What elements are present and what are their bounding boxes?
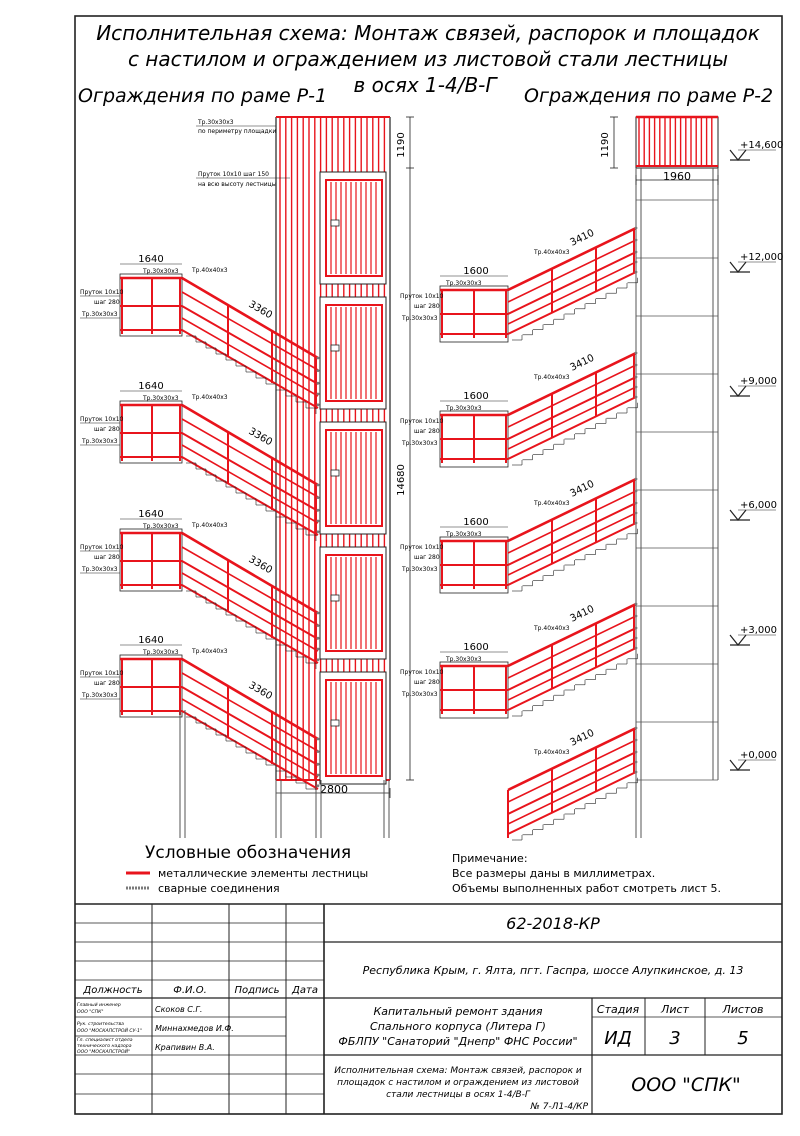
weld-dot [317, 393, 320, 396]
pipe-30-top: Тр.30х30х3 [143, 523, 179, 530]
weld-dot [635, 751, 638, 754]
pipe-30-top: Тр.30х30х3 [446, 531, 482, 538]
flight-length: 3360 [246, 426, 275, 449]
weld-dot [635, 251, 638, 254]
weld-dot [635, 271, 638, 274]
legend-item-weld: сварные соединения [158, 882, 280, 895]
rod-label: Пруток 10х10 [80, 544, 124, 551]
door-handle [331, 595, 339, 601]
level-mark [730, 252, 783, 272]
stamp-name-2: Миннахмедов И.Ф. [155, 1024, 234, 1033]
stamp-role-2a: Рук. строительства [77, 1022, 124, 1027]
flight-length: 3410 [568, 727, 597, 749]
step-label: шаг 280 [414, 679, 440, 686]
weld-dot [635, 364, 638, 367]
frame-r2-title: Ограждения по раме Р-2 [524, 85, 774, 107]
pipe-30-top: Тр.30х30х3 [446, 280, 482, 287]
r1-flight-4 [80, 635, 319, 795]
level-value: +14,600 [740, 140, 784, 151]
pipe-30-bottom: Тр.30х30х3 [402, 315, 438, 322]
r1-rod-label-1: Пруток 10х10 шаг 150 [198, 171, 269, 178]
stamp-sheets-label: Листов [722, 1003, 764, 1016]
flight-length: 3360 [246, 299, 275, 322]
note-title: Примечание: [452, 852, 528, 865]
frame-r1-drawing [80, 117, 414, 838]
weld-dot [635, 376, 638, 379]
stamp-sheets: 5 [737, 1028, 749, 1049]
stamp-sheet: 3 [669, 1028, 681, 1049]
pipe-40: Тр.40х40х3 [534, 500, 570, 507]
r1-base-width: 2800 [320, 783, 348, 796]
r1-perimeter-label-1: Тр.30х30х3 [198, 119, 234, 126]
stamp-role-1b: ООО "СПК" [77, 1010, 104, 1015]
weld-dot [317, 509, 320, 512]
stamp-stage-label: Стадия [596, 1003, 640, 1016]
flight-length: 3410 [568, 352, 597, 374]
weld-dot [635, 502, 638, 505]
stamp-name-1: Скоков С.Г. [155, 1005, 203, 1014]
door-handle [331, 470, 339, 476]
landing-width: 1640 [138, 635, 164, 646]
level-value: +6,000 [740, 500, 778, 511]
flight-length: 3410 [568, 478, 597, 500]
weld-dot [635, 739, 638, 742]
pipe-40: Тр.40х40х3 [534, 749, 570, 756]
flight-mid-rail [508, 377, 636, 439]
level-triangle [730, 386, 746, 396]
r1-flight-3 [80, 509, 319, 669]
weld-dot [317, 738, 320, 741]
r2-stair-flights [400, 227, 638, 840]
r1-total-height: 14680 [396, 464, 407, 496]
weld-dot [635, 227, 638, 230]
stamp-col-date: Дата [292, 985, 318, 996]
weld-dot [635, 512, 638, 515]
landing-width: 1640 [138, 254, 164, 265]
rod-label: Пруток 10х10 [400, 293, 444, 300]
rod-label: Пруток 10х10 [80, 416, 124, 423]
rod-label: Пруток 10х10 [400, 669, 444, 676]
stamp-doc-2: площадок с настилом и ограждением из листовой [337, 1078, 579, 1088]
weld-dot [317, 637, 320, 640]
title-line-1: Исполнительная схема: Монтаж связей, распорок и площадок [96, 21, 760, 45]
level-mark [730, 625, 777, 645]
note-line-2: Объемы выполненных работ смотреть лист 5. [452, 882, 722, 895]
legend-item-metal: металлические элементы лестницы [158, 867, 369, 880]
level-triangle [730, 760, 746, 770]
flight-length: 3360 [246, 680, 275, 703]
r1-top-height: 1190 [396, 132, 407, 158]
r2-top-width: 1960 [663, 170, 691, 183]
weld-dot [317, 648, 320, 651]
weld-dot [317, 357, 320, 360]
landing-width: 1600 [463, 266, 489, 277]
weld-dot [317, 484, 320, 487]
weld-dot [317, 496, 320, 499]
pipe-30-bottom: Тр.30х30х3 [82, 311, 118, 318]
weld-dot [317, 774, 320, 777]
frame-r1-title: Ограждения по раме Р-1 [78, 85, 328, 107]
r2-flight-3 [400, 478, 638, 593]
pipe-40: Тр.40х40х3 [192, 394, 228, 401]
pipe-40: Тр.40х40х3 [534, 374, 570, 381]
stamp-code: 62-2018-КР [506, 914, 600, 933]
stamp-col-signature: Подпись [234, 985, 280, 996]
r2-flight-1 [400, 227, 638, 342]
pipe-40: Тр.40х40х3 [192, 267, 228, 274]
step-label: шаг 280 [414, 428, 440, 435]
frame-r2-drawing [400, 117, 783, 840]
step-label: шаг 280 [94, 299, 120, 306]
stamp-doc-number: № 7-Л1-4/КР [530, 1102, 588, 1112]
flight-mid-rail [508, 503, 636, 565]
step-label: шаг 280 [414, 303, 440, 310]
pipe-30-top: Тр.30х30х3 [446, 656, 482, 663]
weld-dot [635, 603, 638, 606]
weld-dot [635, 647, 638, 650]
landing-width: 1600 [463, 642, 489, 653]
stamp-role-3c: ООО "МОСКАПСТРОЙ" [77, 1050, 131, 1055]
r1-perimeter-label-2: по периметру площадки [198, 128, 277, 135]
r1-flight-1 [80, 254, 319, 414]
pipe-40: Тр.40х40х3 [534, 249, 570, 256]
level-mark [730, 750, 777, 770]
weld-dot [635, 761, 638, 764]
door-handle [331, 345, 339, 351]
weld-dot [635, 396, 638, 399]
weld-dot [635, 261, 638, 264]
weld-dot [635, 490, 638, 493]
stamp-role-2b: ООО "МОСКАПСТРОЙ СУ-1" [77, 1029, 143, 1034]
weld-dot [317, 658, 320, 661]
stamp-role-1a: Главный инженер [77, 1003, 121, 1008]
stamp-stage: ИД [604, 1028, 632, 1049]
pipe-30-bottom: Тр.30х30х3 [402, 566, 438, 573]
flight-mid-rail [508, 752, 636, 814]
title-block-texts [77, 914, 764, 1112]
step-label: шаг 280 [94, 426, 120, 433]
level-value: +3,000 [740, 625, 778, 636]
r2-platform-frame [636, 117, 718, 168]
r2-top-platform [636, 117, 718, 838]
rod-label: Пруток 10х10 [80, 289, 124, 296]
r2-top-height: 1190 [600, 132, 611, 158]
level-triangle [730, 510, 746, 520]
stamp-sheet-label: Лист [661, 1003, 689, 1016]
flight-length: 3360 [246, 554, 275, 577]
r1-stair-flights [80, 254, 319, 795]
weld-dot [635, 637, 638, 640]
weld-dot [317, 750, 320, 753]
weld-dot [635, 615, 638, 618]
stamp-project-2: Спального корпуса (Литера Г) [370, 1020, 546, 1033]
level-value: +9,000 [740, 376, 778, 387]
step-label: шаг 280 [94, 680, 120, 687]
flight-length: 3410 [568, 227, 597, 249]
level-marks [730, 140, 783, 770]
r2-flight-5 [508, 727, 638, 840]
weld-dot [317, 369, 320, 372]
pipe-30-bottom: Тр.30х30х3 [82, 566, 118, 573]
level-triangle [730, 262, 746, 272]
stamp-address: Республика Крым, г. Ялта, пгт. Гаспра, шоссе Алупкинское, д. 13 [362, 964, 744, 977]
stamp-project-1: Капитальный ремонт здания [373, 1005, 543, 1018]
stamp-name-3: Крапивин В.А. [155, 1043, 215, 1052]
flight-mid-rail [508, 252, 636, 314]
weld-dot [635, 627, 638, 630]
stamp-role-3a: Гл. специалист отдела [77, 1038, 133, 1043]
flight-length: 3410 [568, 603, 597, 625]
weld-dot [635, 522, 638, 525]
weld-dot [317, 520, 320, 523]
stamp-role-3b: технического надзора [77, 1044, 132, 1049]
stamp-company: ООО "СПК" [631, 1074, 741, 1096]
title-line-3: в осях 1-4/В-Г [353, 73, 497, 97]
pipe-30-bottom: Тр.30х30х3 [402, 691, 438, 698]
r2-flight-4 [400, 603, 638, 718]
step-label: шаг 280 [94, 554, 120, 561]
weld-dot [317, 612, 320, 615]
weld-dot [635, 478, 638, 481]
note-line-1: Все размеры даны в миллиметрах. [452, 867, 656, 880]
stamp-doc-3: стали лестницы в осях 1-4/В-Г [386, 1090, 530, 1100]
level-value: +12,000 [740, 252, 784, 263]
landing-width: 1600 [463, 391, 489, 402]
tower-door-panels [320, 172, 386, 784]
landing-width: 1640 [138, 381, 164, 392]
weld-dot [317, 763, 320, 766]
level-mark [730, 500, 777, 520]
weld-dot [635, 727, 638, 730]
level-value: +0,000 [740, 750, 778, 761]
rod-label: Пруток 10х10 [80, 670, 124, 677]
r1-flight-2 [80, 381, 319, 541]
weld-dot [317, 403, 320, 406]
pipe-30-bottom: Тр.30х30х3 [82, 438, 118, 445]
pipe-40: Тр.40х40х3 [534, 625, 570, 632]
weld-dot [317, 784, 320, 787]
pipe-40: Тр.40х40х3 [192, 648, 228, 655]
door-handle [331, 220, 339, 226]
weld-dot [317, 530, 320, 533]
weld-dot [635, 771, 638, 774]
pipe-30-top: Тр.30х30х3 [143, 649, 179, 656]
weld-dot [635, 352, 638, 355]
weld-dot [635, 386, 638, 389]
landing-width: 1640 [138, 509, 164, 520]
title-line-2: с настилом и ограждением из листовой стали лестницы [127, 47, 729, 71]
stamp-col-position: Должность [83, 985, 143, 996]
pipe-30-bottom: Тр.30х30х3 [402, 440, 438, 447]
pipe-30-top: Тр.30х30х3 [446, 405, 482, 412]
level-mark [730, 140, 783, 160]
pipe-40: Тр.40х40х3 [192, 522, 228, 529]
stamp-col-name: Ф.И.О. [173, 985, 207, 996]
weld-dot [635, 239, 638, 242]
landing-width: 1600 [463, 517, 489, 528]
rod-label: Пруток 10х10 [400, 544, 444, 551]
level-triangle [730, 635, 746, 645]
r2-flight-2 [400, 352, 638, 467]
legend-title: Условные обозначения [145, 843, 352, 863]
step-label: шаг 280 [414, 554, 440, 561]
pipe-30-top: Тр.30х30х3 [143, 268, 179, 275]
rod-label: Пруток 10х10 [400, 418, 444, 425]
pipe-30-top: Тр.30х30х3 [143, 395, 179, 402]
r1-rod-label-2: на всю высоту лестницы [198, 181, 277, 188]
weld-dot [317, 624, 320, 627]
stamp-doc-1: Исполнительная схема: Монтаж связей, распорок и [334, 1066, 582, 1076]
weld-dot [317, 382, 320, 385]
level-mark [730, 376, 777, 396]
door-handle [331, 720, 339, 726]
stamp-project-3: ФБЛПУ "Санаторий "Днепр" ФНС России" [338, 1035, 578, 1048]
flight-mid-rail [508, 628, 636, 690]
level-triangle [730, 150, 746, 160]
pipe-30-bottom: Тр.30х30х3 [82, 692, 118, 699]
